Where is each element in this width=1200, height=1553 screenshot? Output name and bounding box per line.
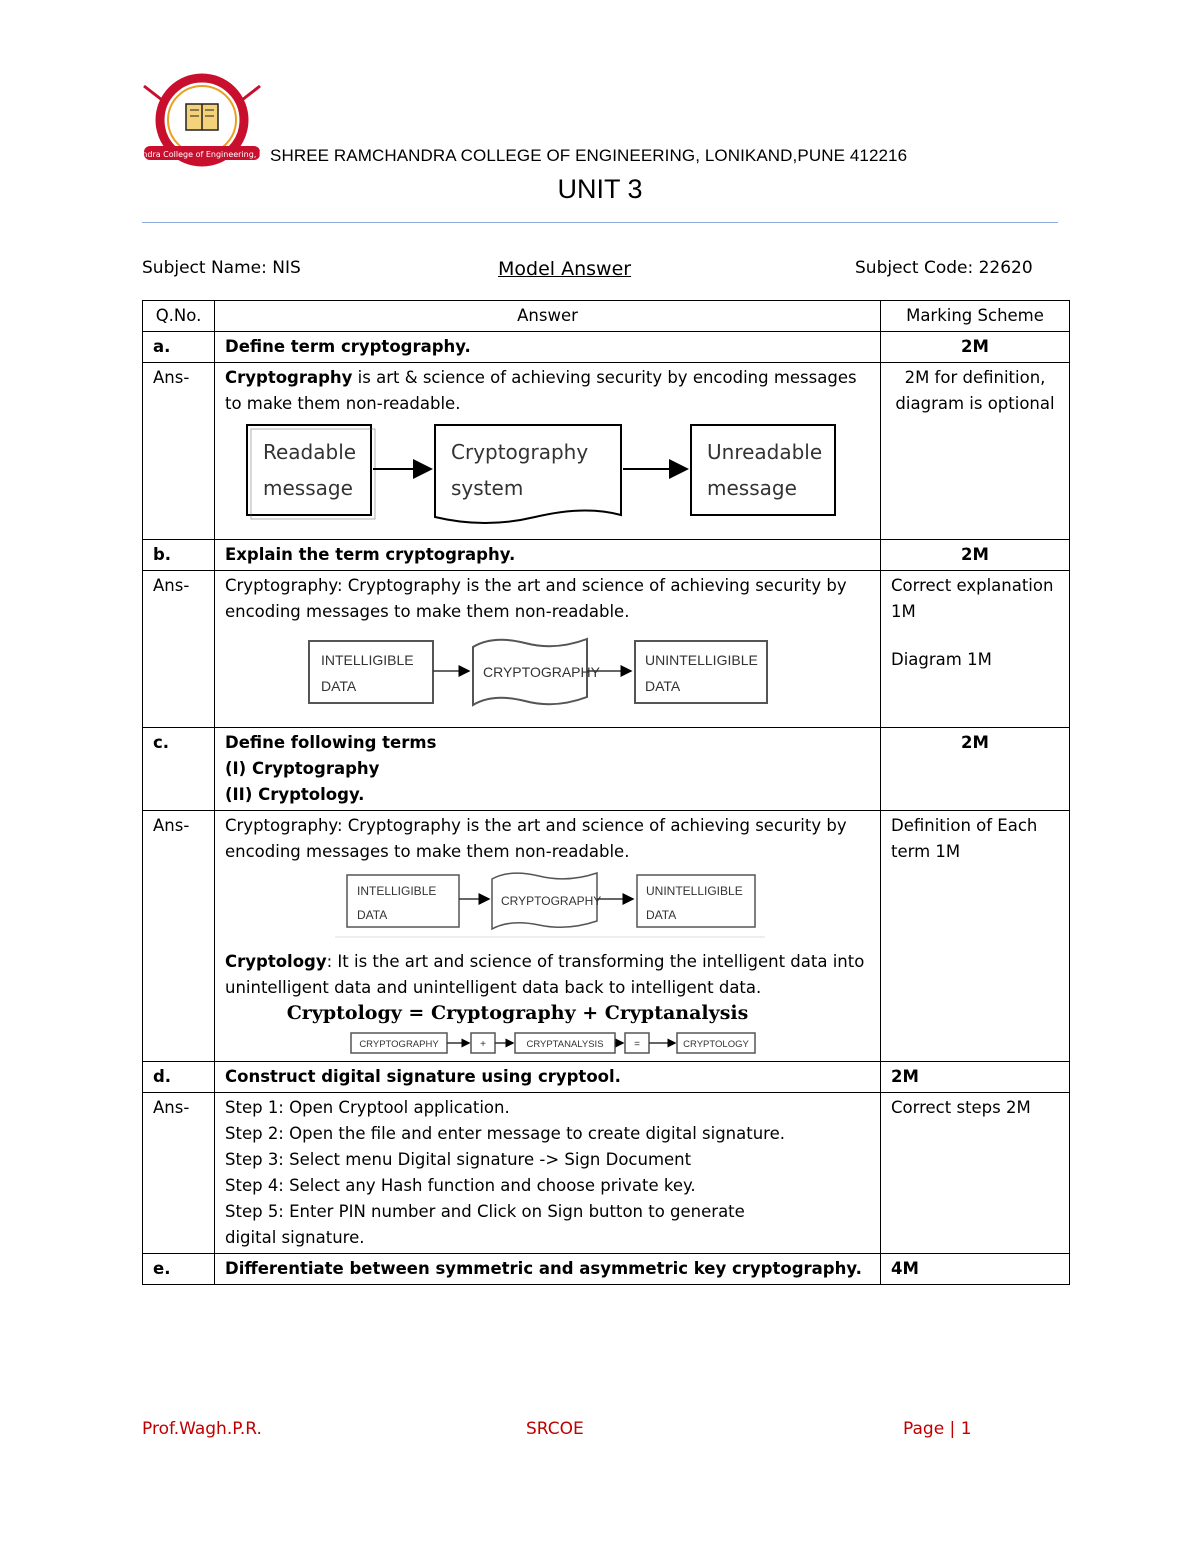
answer-b-text: Cryptography: Cryptography is the art and science of achieving security by encoding messages to make them non-readable. — [225, 576, 847, 621]
diag-b-data1: DATA — [321, 678, 357, 694]
footer-college: SRCOE — [526, 1419, 584, 1439]
cryptography-diagram-a — [225, 417, 865, 537]
step-3: Step 3: Select menu Digital signature -> Sign Document — [225, 1150, 692, 1169]
question-c-line1: Define following terms — [225, 733, 437, 752]
diag-a-unreadable: Unreadable — [707, 440, 823, 464]
ans-label-d: Ans- — [143, 1093, 215, 1254]
subject-name: Subject Name: NIS — [142, 258, 301, 278]
question-c-line2: (I) Cryptography — [225, 759, 380, 778]
question-row-d — [143, 1062, 1070, 1093]
college-logo — [84, 76, 320, 168]
cryptology-formula: Cryptology = Cryptography + Cryptanalysis — [286, 1002, 749, 1024]
answer-c — [215, 811, 881, 1062]
diag-a-system: system — [451, 476, 524, 500]
question-b: Explain the term cryptography. — [215, 540, 881, 571]
answer-c-text1: Cryptography: Cryptography is the art and science of achieving security by encoding messages to make them non-readable. — [225, 816, 847, 861]
diag-b-intelligible: INTELLIGIBLE — [321, 652, 414, 668]
qno-d: d. — [143, 1062, 215, 1093]
answer-c-text2: : It is the art and science of transforming the intelligent data into unintelligent data and unintelligent data back to intelligent data. — [225, 952, 865, 997]
diag-c-data2: DATA — [646, 908, 677, 922]
diag-c-crypto: CRYPTOGRAPHY — [501, 894, 602, 908]
answer-row-d — [143, 1093, 1070, 1254]
question-row-c — [143, 728, 1070, 811]
question-row-b — [143, 540, 1070, 571]
answer-b — [215, 571, 881, 728]
unit-title: UNIT 3 — [557, 174, 643, 204]
step-5: Step 5: Enter PIN number and Click on Sign button to generate digital signature. — [225, 1202, 745, 1247]
marks-c: 2M — [881, 728, 1070, 811]
question-d: Construct digital signature using cryptool. — [215, 1062, 881, 1093]
answer-d — [215, 1093, 881, 1254]
term-cryptology: Cryptology — [225, 952, 327, 971]
diag-c-intelligible: INTELLIGIBLE — [357, 884, 437, 898]
header-rule — [142, 222, 1058, 223]
qno-b: b. — [143, 540, 215, 571]
formula-box-cryptology: CRYPTOLOGY — [683, 1039, 749, 1050]
footer-author: Prof.Wagh.P.R. — [142, 1419, 262, 1439]
diag-b-data2: DATA — [645, 678, 681, 694]
college-name: SHREE RAMCHANDRA COLLEGE OF ENGINEERING, LONIKAND,PUNE 412216 — [270, 146, 908, 165]
cryptography-diagram-b — [225, 625, 865, 725]
diag-b-crypto: CRYPTOGRAPHY — [483, 664, 600, 680]
ans-label-b: Ans- — [143, 571, 215, 728]
qno-c: c. — [143, 728, 215, 811]
qno-a: a. — [143, 332, 215, 363]
diag-c-unintelligible: UNINTELLIGIBLE — [646, 884, 743, 898]
formula-box-cryptography: CRYPTOGRAPHY — [359, 1039, 439, 1050]
qa-table — [142, 300, 1070, 1285]
header-qno: Q.No. — [143, 301, 215, 332]
diag-a-message2: message — [707, 476, 797, 500]
ans-label-c: Ans- — [143, 811, 215, 1062]
answer-row-a — [143, 363, 1070, 540]
answer-row-b — [143, 571, 1070, 728]
header-answer: Answer — [215, 301, 881, 332]
header-marking: Marking Scheme — [881, 301, 1070, 332]
subject-code: Subject Code: 22620 — [855, 258, 1033, 278]
scheme-b-1: Correct explanation 1M — [891, 576, 1054, 621]
logo-caption: Shree Ramchandra College of Engineering, Lonikand, Pune — [84, 150, 320, 159]
step-1: Step 1: Open Cryptool application. — [225, 1098, 510, 1117]
footer-page-number: Page | 1 — [903, 1419, 972, 1439]
formula-box-cryptanalysis: CRYPTANALYSIS — [526, 1039, 604, 1050]
table-header-row — [143, 301, 1070, 332]
question-c-line3: (II) Cryptology. — [225, 785, 365, 804]
scheme-b-2: Diagram 1M — [891, 650, 992, 669]
marks-a: 2M — [881, 332, 1070, 363]
step-2: Step 2: Open the file and enter message to create digital signature. — [225, 1124, 785, 1143]
diag-c-data1: DATA — [357, 908, 388, 922]
scheme-d: Correct steps 2M — [881, 1093, 1070, 1254]
scheme-a: 2M for definition, diagram is optional — [881, 363, 1070, 540]
ans-label-a: Ans- — [143, 363, 215, 540]
formula-box-equals: = — [634, 1039, 640, 1050]
formula-box-plus: + — [480, 1039, 486, 1050]
question-row-e — [143, 1254, 1070, 1285]
diag-a-message1: message — [263, 476, 353, 500]
marks-e: 4M — [881, 1254, 1070, 1285]
question-row-a — [143, 332, 1070, 363]
cryptology-formula-diagram — [225, 1025, 865, 1059]
answer-a — [215, 363, 881, 540]
marks-b: 2M — [881, 540, 1070, 571]
diag-b-unintelligible: UNINTELLIGIBLE — [645, 652, 758, 668]
answer-a-text: is art & science of achieving security by encoding messages to make them non-readable. — [225, 368, 857, 413]
scheme-c: Definition of Each term 1M — [881, 811, 1070, 1062]
marks-d: 2M — [881, 1062, 1070, 1093]
question-e: Differentiate between symmetric and asymmetric key cryptography. — [215, 1254, 881, 1285]
question-c — [215, 728, 881, 811]
cryptography-diagram-c — [225, 865, 865, 949]
term-cryptography: Cryptography — [225, 368, 353, 387]
scheme-b — [881, 571, 1070, 728]
question-a: Define term cryptography. — [215, 332, 881, 363]
model-answer-title: Model Answer — [498, 258, 632, 280]
diag-a-readable: Readable — [263, 440, 357, 464]
diag-a-crypto: Cryptography — [451, 440, 589, 464]
qno-e: e. — [143, 1254, 215, 1285]
answer-row-c — [143, 811, 1070, 1062]
step-4: Step 4: Select any Hash function and choose private key. — [225, 1176, 696, 1195]
